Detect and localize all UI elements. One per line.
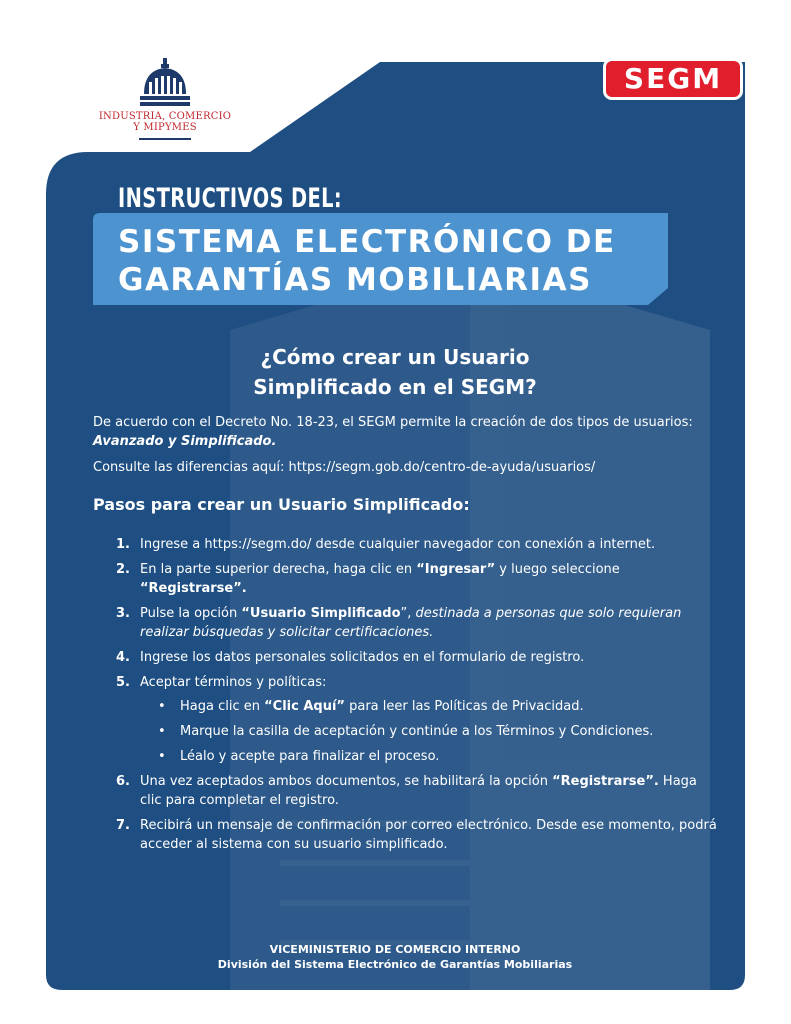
step-item [116,816,720,854]
sub-step-bold: “Clic Aquí” [264,699,345,714]
step-item [116,604,720,642]
step-item [116,560,720,598]
step-item [116,673,720,766]
sub-step-text: Haga clic en [180,699,265,714]
intro-p1-bold: Avanzado y Simplificado. [93,434,277,449]
sub-step-item [180,697,720,716]
eyebrow-heading: INSTRUCTIVOS DEL: [118,183,342,214]
footer-line1: VICEMINISTERIO DE COMERCIO INTERNO [269,943,521,956]
step-item [116,535,720,554]
intro-paragraph-1 [93,413,723,451]
sub-step-text: para leer las Políticas de Privacidad. [344,699,584,714]
step-bold: “Usuario Simplificado [241,606,401,621]
intro-paragraph-2: Consulte las diferencias aquí: https://segm.gob.do/centro-de-ayuda/usuarios/ [93,460,596,475]
footer [170,942,620,972]
step-text: Pulse la opción [140,606,242,621]
step-italic: destinada a personas que solo requieran realizar búsquedas y solicitar certificaciones. [140,606,682,640]
step-text: y luego seleccione [495,562,620,577]
step-bold: “Registrarse”. [552,774,659,789]
logo-text-line2: Y MIPYMES [133,122,197,133]
headline-line1: ¿Cómo crear un Usuario [260,345,530,369]
step-number: 1. [116,537,130,552]
intro-p1-text: De acuerdo con el Decreto No. 18-23, el SEGM permite la creación de dos tipos de usuarios: [93,415,693,430]
sub-step-item: • Marque la casilla de aceptación y continúe a los Términos y Condiciones. [180,722,720,741]
footer-line2: División del Sistema Electrónico de Garantías Mobiliarias [217,958,573,971]
step-number: 7. [116,818,130,833]
step-text: Ingrese a https://segm.do/ desde cualquier navegador con conexión a internet. [140,537,656,552]
intro-text [93,413,723,477]
step-bold: “Registrarse”. [140,581,247,596]
step-text: Haga clic para completar el registro. [140,774,697,808]
step-text: En la parte superior derecha, haga clic en [140,562,417,577]
section-headline [180,342,610,402]
sub-step-item: • Léalo y acepte para finalizar el proceso. [180,747,720,766]
step-number: 6. [116,774,130,789]
step-number: 3. [116,606,130,621]
step-number: 5. [116,675,130,690]
step-item [116,648,720,667]
step-text: Una vez aceptados ambos documentos, se habilitará la opción [140,774,553,789]
step-text: Recibirá un mensaje de confirmación por correo electrónico. Desde ese momento, podrá acceder al sistema con su usuario simplificado. [140,818,717,852]
main-title [118,223,616,299]
step-text: Aceptar términos y políticas: [140,675,327,690]
main-title-line2: GARANTÍAS MOBILIARIAS [118,262,592,298]
step-bold: “Ingresar” [416,562,496,577]
step-number: 4. [116,650,130,665]
step-text: ”, [400,606,416,621]
steps-title: Pasos para crear un Usuario Simplificado: [93,495,470,514]
steps-list [116,535,720,860]
main-title-line1: SISTEMA ELECTRÓNICO DE [118,224,616,260]
sub-steps-list [140,697,720,766]
step-text: Ingrese los datos personales solicitados en el formulario de registro. [140,650,585,665]
segm-badge: SEGM [603,58,743,100]
step-number: 2. [116,562,130,577]
headline-line2: Simplificado en el SEGM? [253,375,537,399]
logo-text-line1: INDUSTRIA, COMERCIO [98,111,232,122]
step-item [116,772,720,810]
